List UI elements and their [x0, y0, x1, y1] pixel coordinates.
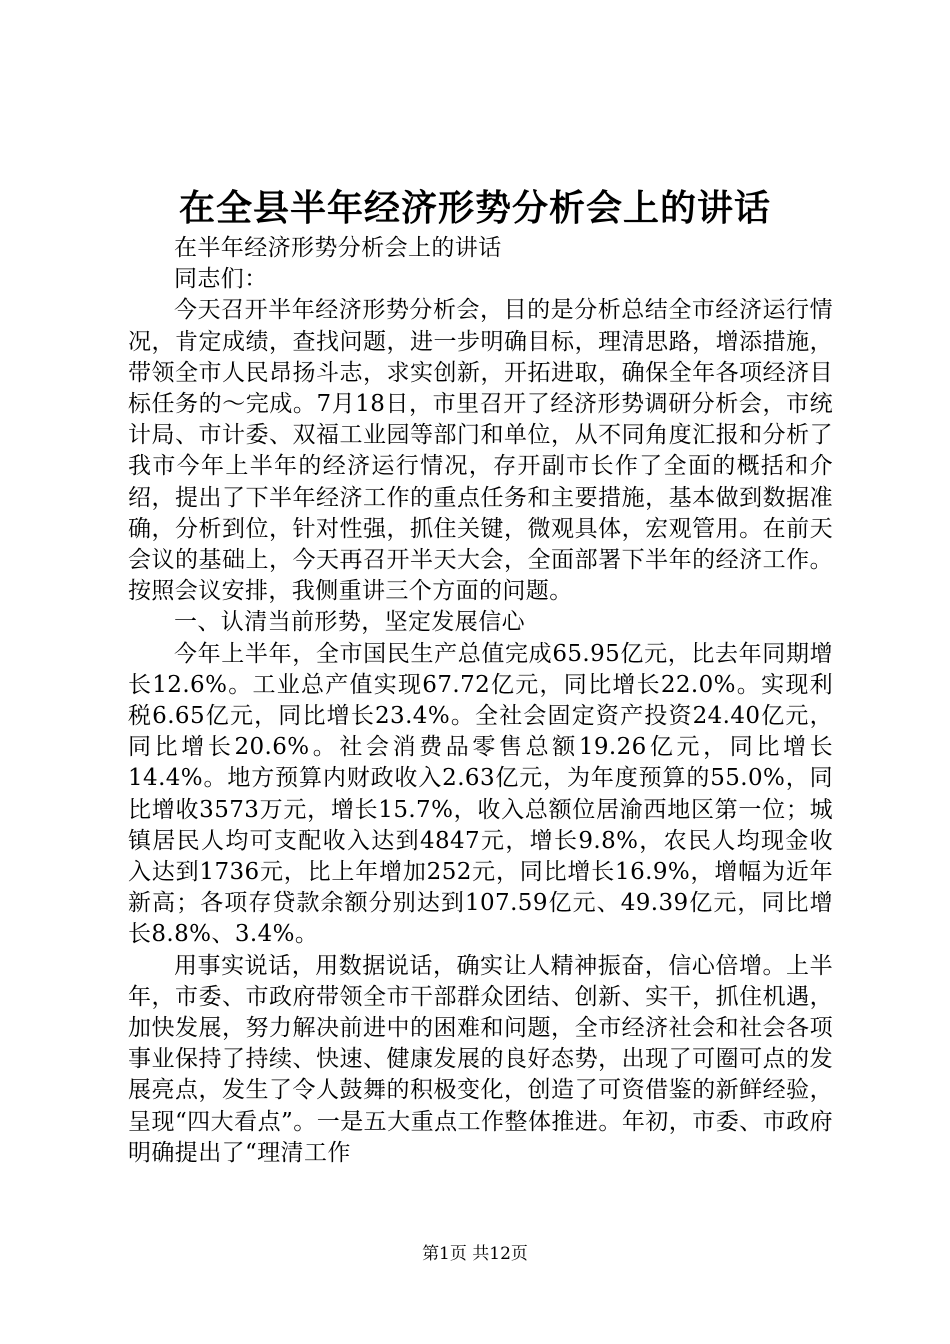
body-paragraph: 用事实说话，用数据说话，确实让人精神振奋，信心倍增。上半年，市委、市政府带领全市干部群众团结、创新、实干，抓住机遇，加快发展，努力解决前进中的困难和问题，全市经济社会和社会各项事业保持了持续、快速、健康发展的良好态势，出现了可圈可点的发展亮点，发生了令人鼓舞的积极变化，创造了可资借鉴的新鲜经验，呈现“四大看点”。一是五大重点工作整体推进。年初，市委、市政府明确提出了“理清工作 [128, 952, 833, 1166]
document-body [128, 233, 833, 1169]
page-number-footer: 第1页 共12页 [422, 1244, 528, 1264]
salutation-paragraph: 同志们： [174, 266, 268, 293]
body-paragraph: 今年上半年，全市国民生产总值完成65.95亿元，比去年同期增长12.6%。工业总产值实现67.72亿元，同比增长22.0%。实现利税6.65亿元，同比增长23.4%。全社会固定资产投资24.40亿元，同比增长20.6%。社会消费品零售总额19.26亿元，同比增长14.4%。地方预算内财政收入2.63亿元，为年度预算的55.0%，同比增收3573万元，增长15.7%，收入总额位居渝西地区第一位；城镇居民人均可支配收入达到4847元，增长9.8%，农民人均现金收入达到1736元，比上年增加252元，同比增长16.9%，增幅为近年新高；各项存贷款余额分别达到107.59亿元、49.39亿元，同比增长8.8%、3.4%。 [128, 640, 833, 948]
subtitle-paragraph: 在半年经济形势分析会上的讲话 [174, 235, 502, 261]
body-paragraph: 今天召开半年经济形势分析会，目的是分析总结全市经济运行情况，肯定成绩，查找问题，进一步明确目标，理清思路，增添措施，带领全市人民昂扬斗志，求实创新，开拓进取，确保全年各项经济目标任务的～完成。7月18日，市里召开了经济形势调研分析会，市统计局、市计委、双福工业园等部门和单位，从不同角度汇报和分析了我市今年上半年的经济运行情况，存开副市长作了全面的概括和介绍，提出了下半年经济工作的重点任务和主要措施，基本做到数据准确，分析到位，针对性强，抓住关键，微观具体，宏观管用。在前天会议的基础上，今天再召开半天大会，全面部署下半年的经济工作。按照会议安排，我侧重讲三个方面的问题。 [128, 297, 833, 605]
section-heading: 一、认清当前形势，坚定发展信心 [174, 609, 525, 636]
document-title: 在全县半年经济形势分析会上的讲话 [178, 187, 771, 229]
